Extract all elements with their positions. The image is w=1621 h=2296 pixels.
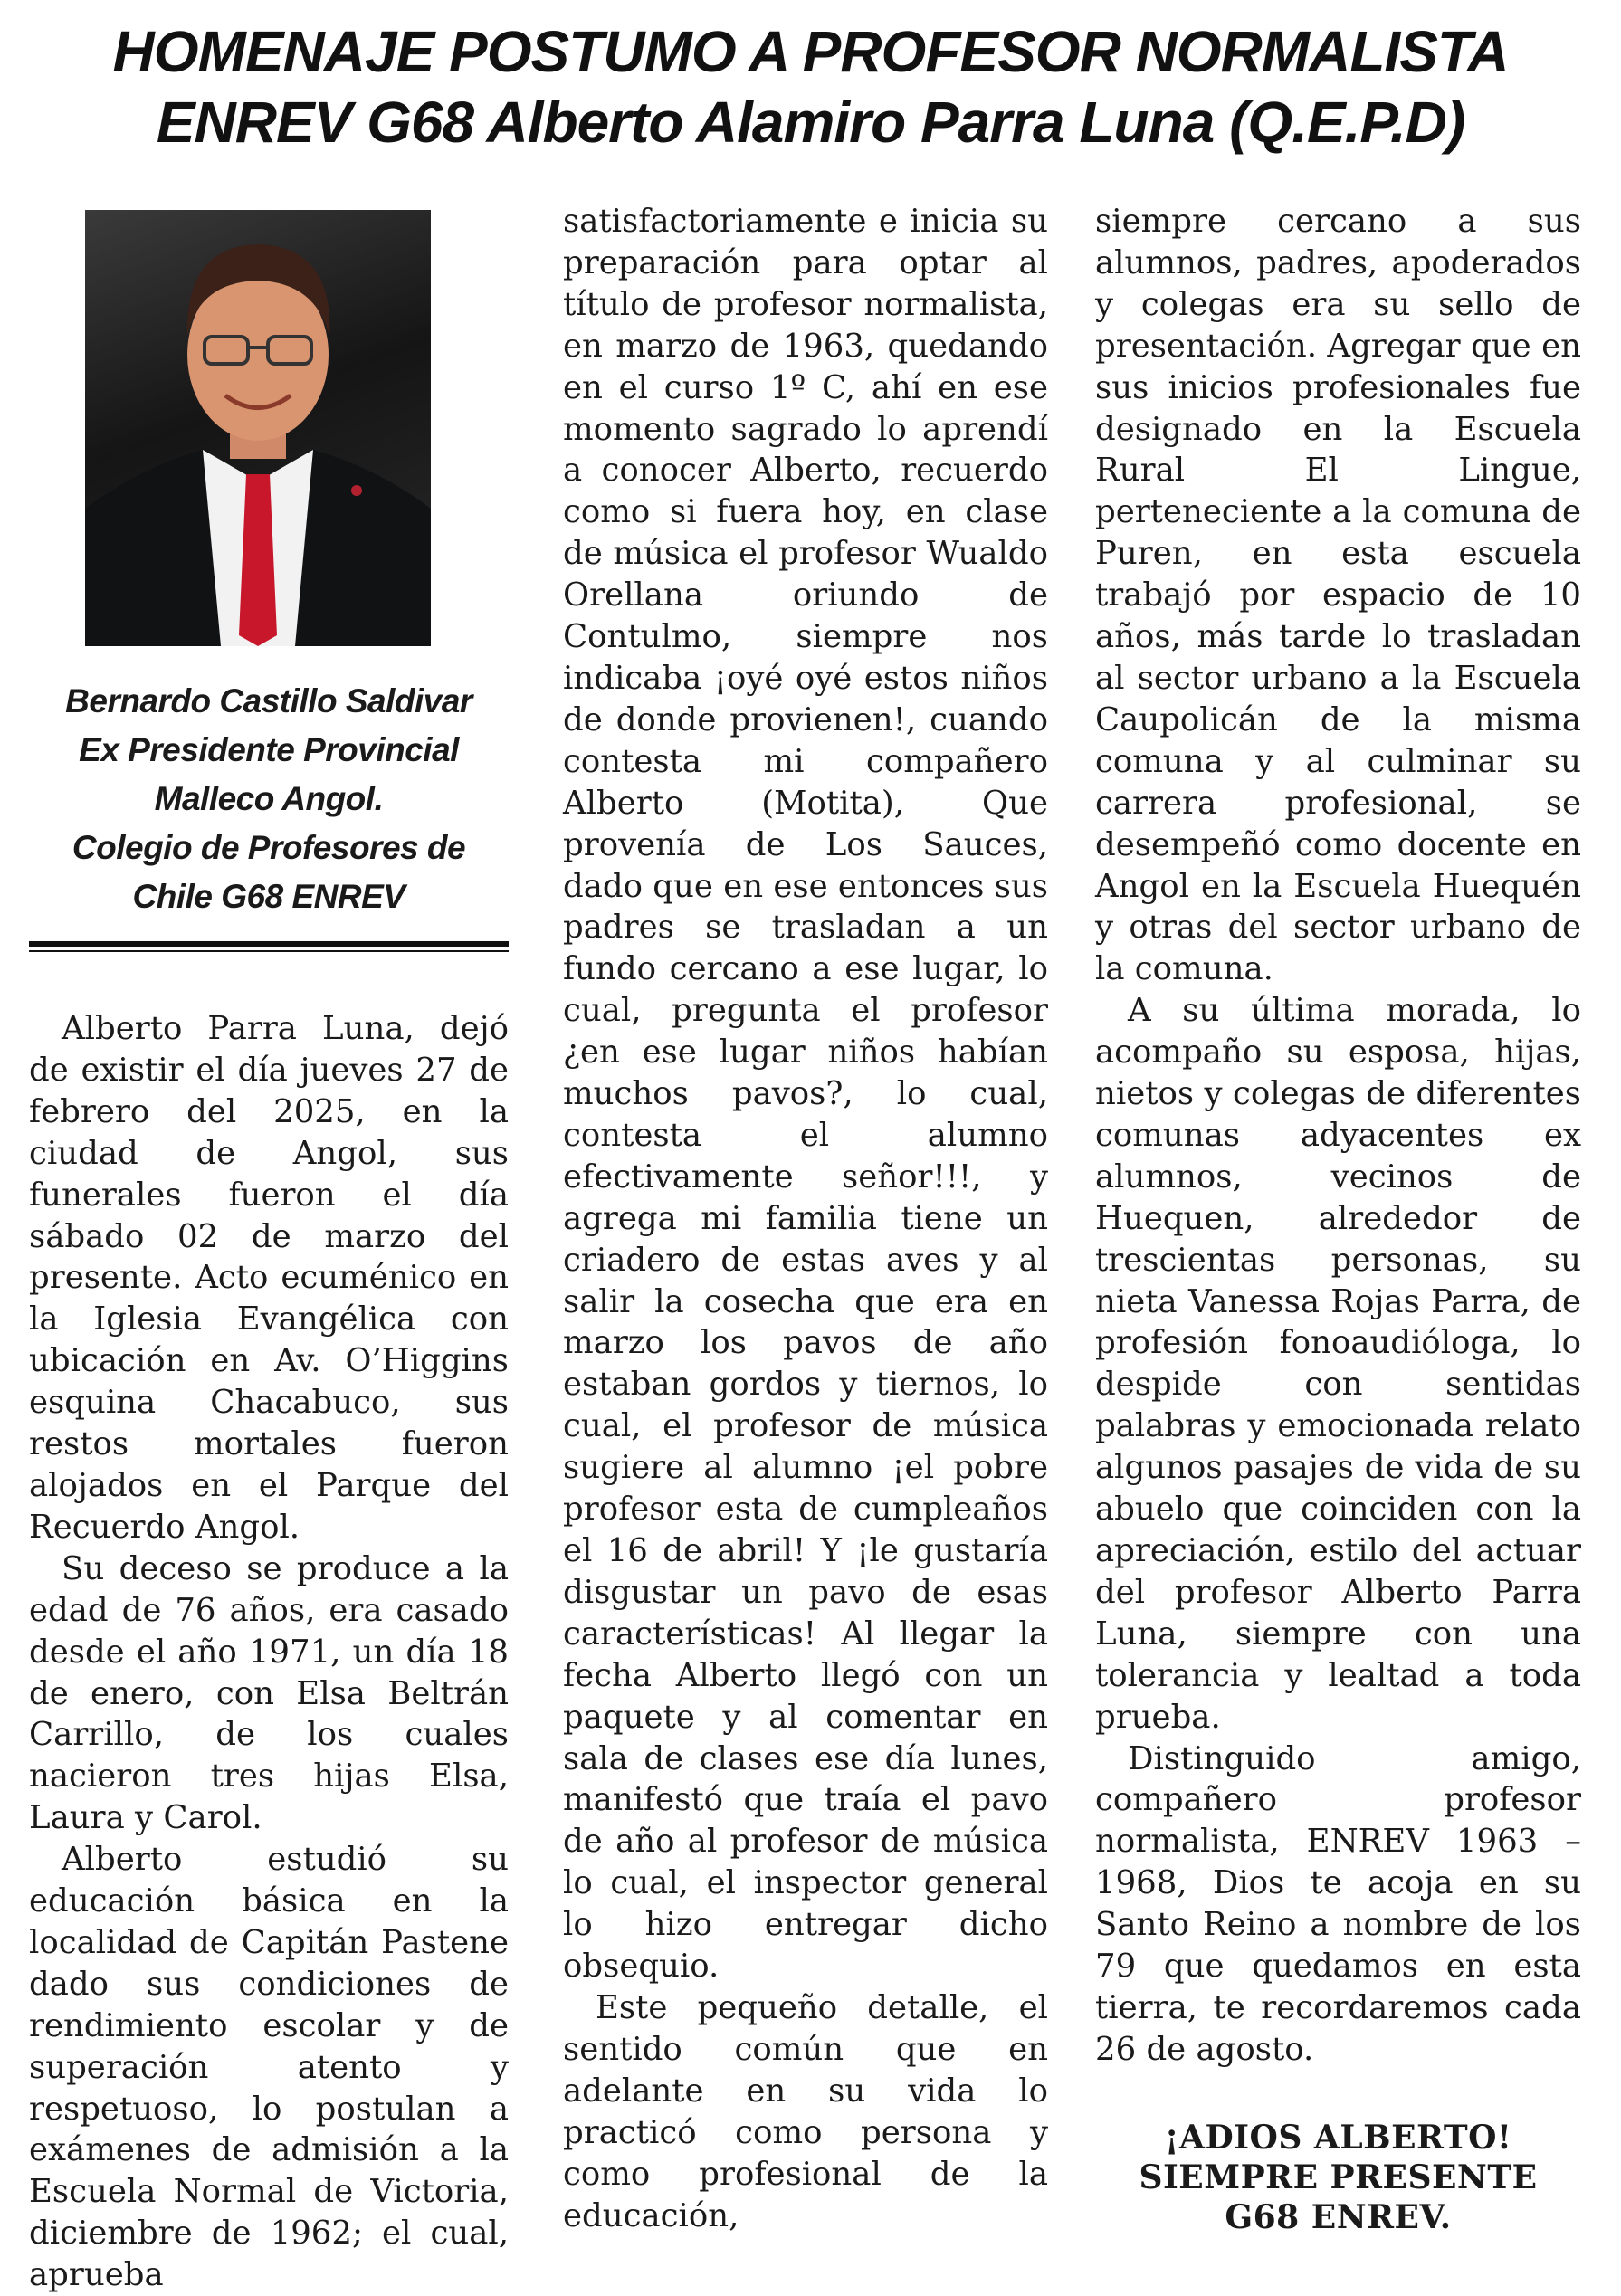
byline-line: Chile G68 ENREV <box>132 878 405 915</box>
closing-line: SIEMPRE PRESENTE <box>1139 2158 1538 2196</box>
title-line-2: ENREV G68 Alberto Alamiro Parra Luna (Q.E.P.D) <box>156 90 1465 155</box>
paragraph: Este pequeño detalle, el sentido común que en adelante en su vida lo practicó como persona y como profesional de la educación, <box>563 1988 1048 2234</box>
column-3 <box>1095 201 1581 2237</box>
paragraph: siempre cercano a sus alumnos, padres, apoderados y colegas era su sello de presentación. Agregar que en sus inicios profesionales fue designado en la Escuela Rural El Lingue, perteneciente a la comuna de Puren, en esta escuela trabajó por espacio de 10 años, más tarde lo trasladan al sector urbano a la Escuela Caupolicán de la misma comuna y al culminar su carrera profesional, se desempeñó como docente en Angol en la Escuela Huequén y otras del sector urbano de la comuna. <box>1095 203 1581 988</box>
portrait-photo <box>85 210 431 646</box>
byline-line: Colegio de Profesores de <box>72 829 466 866</box>
paragraph: Alberto estudió su educación básica en la localidad de Capitán Pastene dado sus condiciones de rendimiento escolar y de superación atento y respetuoso, lo postulan a exámenes de admisión a la Escuela Normal de Victoria, diciembre de 1962; el cual, aprueba <box>29 1841 509 2294</box>
paragraph: Distinguido amigo, compañero profesor normalista, ENREV 1963 – 1968, Dios te acoja en su Santo Reino a nombre de los 79 que quedamos en esta tierra, te recordaremos cada 26 de agosto. <box>1095 1739 1581 2068</box>
portrait-icon <box>85 210 431 646</box>
paragraph: satisfactoriamente e inicia su preparación para optar al título de profesor normalista, en marzo de 1963, quedando en el curso 1º C, ahí en ese momento sagrado lo aprendí a conocer Alberto, recuerdo como si fuera hoy, en clase de música el profesor Wualdo Orellana oriundo de Contulmo, siempre nos indicaba ¡oyé oyé estos niños de donde provienen!, cuando contesta mi compañero Alberto (Motita), Que provenía de Los Sauces, dado que en ese entonces sus padres se trasladan a un fundo cercano a ese lugar, lo cual, pregunta el profesor ¿en ese lugar niños habían muchos pavos?, lo cual, contesta el alumno efectivamente señor!!!, y agrega mi familia tiene un criadero de estas aves y al salir la cosecha que era en marzo los pavos de año estaban gordos y tiernos, lo cual, el profesor de música sugiere al alumno ¡el pobre profesor esta de cumpleaños el 16 de abril! Y ¡le gustaría disgustar un pavo de esas características! Al llegar la fecha Alberto llegó con un paquete y al comentar en sala de clases ese día lunes, manifestó que traía el pavo de año al profesor de música lo cual, el inspector general lo hizo entregar dicho obsequio. <box>563 203 1048 1986</box>
divider <box>29 941 509 947</box>
paragraph: Alberto Parra Luna, dejó de existir el día jueves 27 de febrero del 2025, en la ciudad de Angol, sus funerales fueron el día sábado 02 de marzo del presente. Acto ecuménico en la Iglesia Evangélica con ubicación en Av. O’Higgins esquina Chacabuco, sus restos mortales fueron alojados en el Parque del Recuerdo Angol. <box>29 1010 509 1546</box>
byline-line: Malleco Angol. <box>154 780 384 817</box>
byline-line: Bernardo Castillo Saldivar <box>65 682 472 719</box>
paragraph: Su deceso se produce a la edad de 76 años, era casado desde el año 1971, un día 18 de enero, con Elsa Beltrán Carrillo, de los cuales nacieron tres hijas Elsa, Laura y Carol. <box>29 1549 509 1837</box>
column-2 <box>563 201 1048 2236</box>
column-1 <box>29 201 509 2296</box>
divider <box>29 950 509 952</box>
article-title <box>0 16 1621 157</box>
closing-message <box>1095 2118 1581 2237</box>
byline-line: Ex Presidente Provincial <box>79 731 459 768</box>
title-line-1: HOMENAJE POSTUMO A PROFESOR NORMALISTA <box>112 19 1509 84</box>
paragraph: A su última morada, lo acompaño su esposa, hijas, nietos y colegas de diferentes comunas adyacentes ex alumnos, vecinos de Huequen, alrededor de trescientas personas, su nieta Vanessa Rojas Parra, de profesión fonoaudióloga, lo despide con sentidas palabras y emocionada relato algunos pasajes de vida de su abuelo que coinciden con la apreciación, estilo del actuar del profesor Alberto Parra Luna, siempre con una tolerancia y lealtad a toda prueba. <box>1095 992 1581 1736</box>
author-byline <box>29 677 509 921</box>
closing-line: G68 ENREV. <box>1225 2197 1452 2236</box>
closing-line: ¡ADIOS ALBERTO! <box>1164 2118 1512 2157</box>
